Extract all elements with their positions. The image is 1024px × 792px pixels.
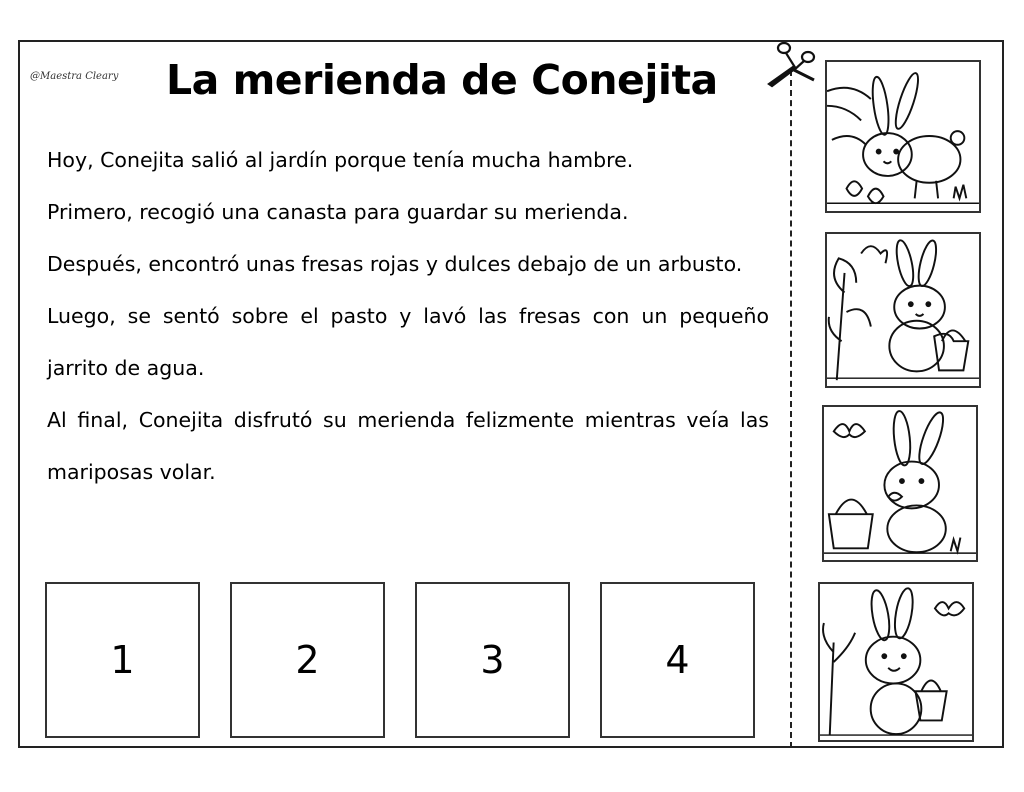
answer-box-2[interactable]: 2 — [230, 582, 385, 738]
picture-bunny-eating[interactable] — [822, 405, 978, 562]
story-sentence-3: Después, encontró unas fresas rojas y dulces debajo de un arbusto. — [47, 252, 743, 276]
story-text — [47, 134, 769, 498]
bunny-butterfly-icon — [820, 584, 972, 740]
bunny-eating-icon — [824, 407, 976, 560]
scissors-icon — [766, 40, 826, 96]
cut-line — [790, 70, 792, 748]
page-title: La merienda de Conejita — [166, 56, 718, 104]
picture-bunny-butterfly[interactable] — [818, 582, 974, 742]
watermark: @Maestra Cleary — [30, 71, 119, 82]
answer-box-3[interactable]: 3 — [415, 582, 570, 738]
picture-bunny-strawberries[interactable] — [825, 60, 981, 213]
answer-box-1[interactable]: 1 — [45, 582, 200, 738]
bunny-strawberries-icon — [827, 62, 979, 211]
bunny-basket-icon — [827, 234, 979, 386]
picture-bunny-basket[interactable] — [825, 232, 981, 388]
story-sentence-4: Luego, se sentó sobre el pasto y lavó las fresas con un pequeño jarrito de agua. — [47, 304, 769, 380]
story-sentence-5: Al final, Conejita disfrutó su merienda felizmente mientras veía las mariposas volar. — [47, 408, 769, 484]
answer-box-4[interactable]: 4 — [600, 582, 755, 738]
story-sentence-2: Primero, recogió una canasta para guardar su merienda. — [47, 200, 629, 224]
story-sentence-1: Hoy, Conejita salió al jardín porque tenía mucha hambre. — [47, 148, 634, 172]
